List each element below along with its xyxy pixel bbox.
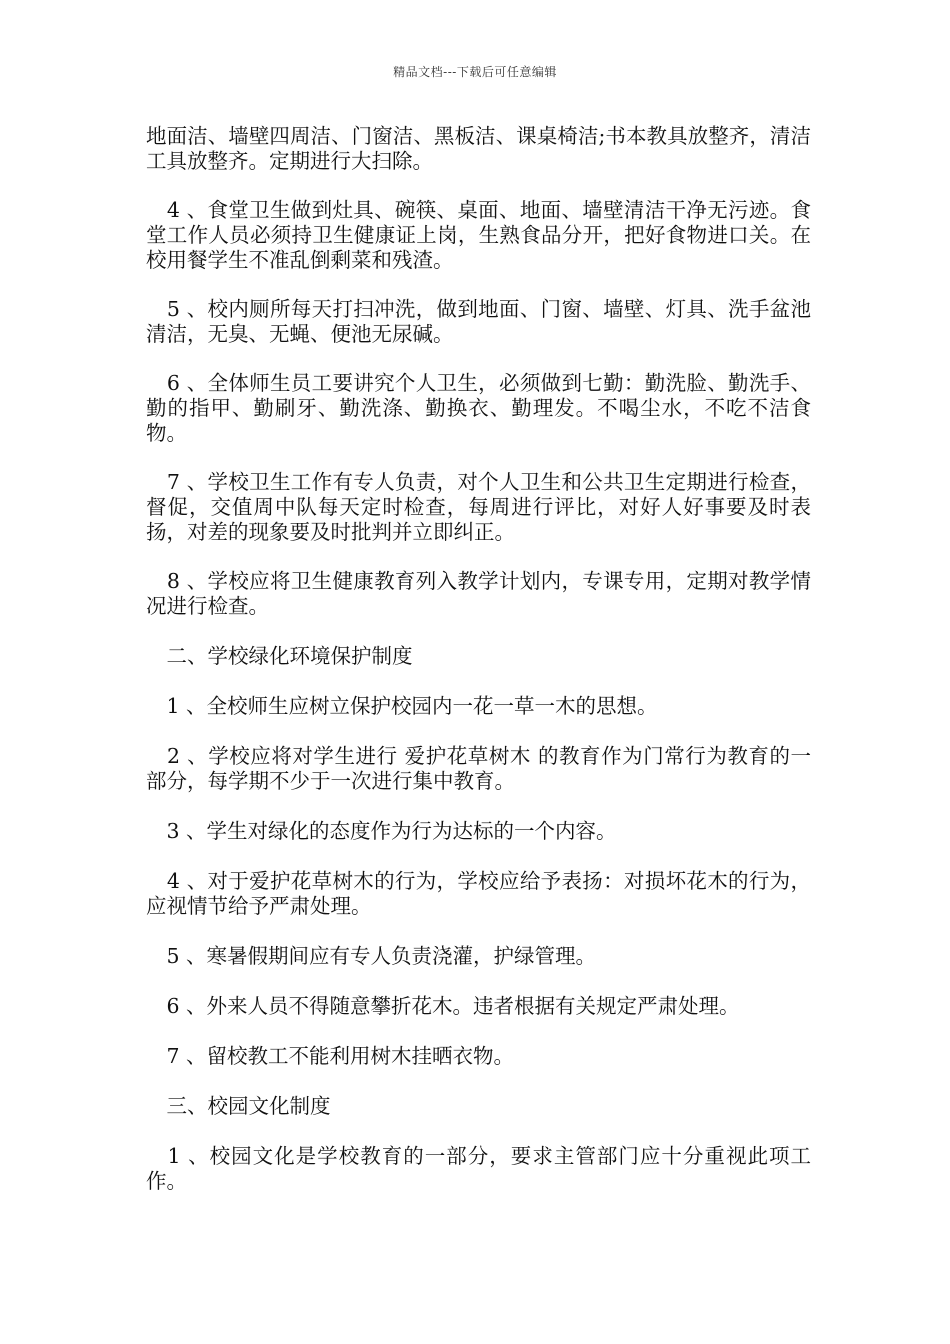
document-body bbox=[146, 124, 811, 1194]
paragraph: 4 、食堂卫生做到灶具、碗筷、桌面、地面、墙壁清洁干净无污迹。食堂工作人员必须持卫生健康证上岗，生熟食品分开，把好食物进口关。在校用餐学生不准乱倒剩菜和残渣。 bbox=[146, 198, 811, 272]
paragraph: 8 、学校应将卫生健康教育列入教学计划内，专课专用，定期对教学情况进行检查。 bbox=[146, 569, 811, 618]
section-heading: 二、学校绿化环境保护制度 bbox=[146, 644, 413, 668]
paragraph: 1 、校园文化是学校教育的一部分，要求主管部门应十分重视此项工作。 bbox=[146, 1144, 811, 1193]
paragraph: 5 、寒暑假期间应有专人负责浇灌，护绿管理。 bbox=[146, 944, 597, 968]
paragraph: 3 、学生对绿化的态度作为行为达标的一个内容。 bbox=[146, 819, 617, 843]
paragraph: 1 、全校师生应树立保护校园内一花一草一木的思想。 bbox=[146, 694, 658, 718]
paragraph: 7 、留校教工不能利用树木挂晒衣物。 bbox=[146, 1044, 515, 1068]
page-header: 精品文档---下载后可任意编辑 bbox=[393, 65, 557, 79]
paragraph: 6 、全体师生员工要讲究个人卫生，必须做到七勤：勤洗脸、勤洗手、勤的指甲、勤刷牙、勤洗涤、勤换衣、勤理发。不喝尘水，不吃不洁食物。 bbox=[146, 371, 811, 445]
paragraph: 地面洁、墙壁四周洁、门窗洁、黑板洁、课桌椅洁;书本教具放整齐，清洁工具放整齐。定期进行大扫除。 bbox=[146, 124, 811, 173]
paragraph: 6 、外来人员不得随意攀折花木。违者根据有关规定严肃处理。 bbox=[146, 994, 740, 1018]
paragraph: 4 、对于爱护花草树木的行为，学校应给予表扬：对损坏花木的行为，应视情节给予严肃处理。 bbox=[146, 869, 811, 918]
section-heading: 三、校园文化制度 bbox=[146, 1094, 331, 1118]
paragraph: 5 、校内厕所每天打扫冲洗，做到地面、门窗、墙壁、灯具、洗手盆池清洁，无臭、无蝇、便池无尿碱。 bbox=[146, 297, 811, 346]
paragraph: 7 、学校卫生工作有专人负责，对个人卫生和公共卫生定期进行检查，督促，交值周中队每天定时检查，每周进行评比，对好人好事要及时表扬，对差的现象要及时批判并立即纠正。 bbox=[146, 470, 811, 544]
paragraph: 2 、学校应将对学生进行 爱护花草树木 的教育作为门常行为教育的一部分，每学期不少于一次进行集中教育。 bbox=[146, 744, 811, 793]
